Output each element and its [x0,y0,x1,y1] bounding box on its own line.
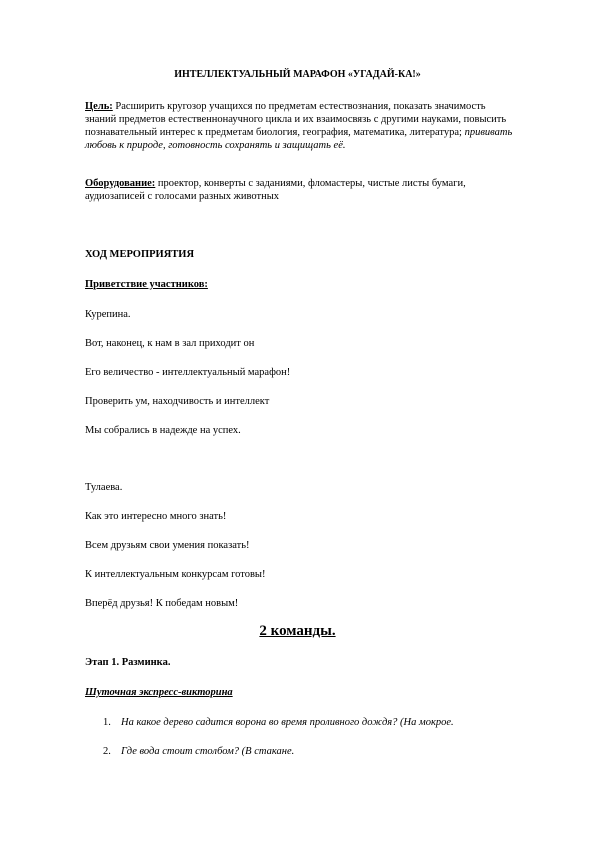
speaker-2: Тулаева. [85,482,123,493]
document-title: ИНТЕЛЛЕКТУАЛЬНЫЙ МАРАФОН «УГАДАЙ-КА!» [174,69,421,80]
verse2-line: К интеллектуальным конкурсам готовы! [85,569,266,580]
verse1-line: Проверить ум, находчивость и интеллект [85,396,270,407]
stage-heading: Этап 1. Разминка. [85,657,171,668]
greeting-heading: Приветствие участников: [85,279,208,290]
question-text: На какое дерево садится ворона во время проливного дождя? (На мокрое. [121,717,454,728]
equipment-paragraph [85,177,515,203]
verse1-line: Его величество - интеллектуальный марафон! [85,367,291,378]
teams-heading: 2 команды. [259,623,336,639]
question-number: 2. [103,746,111,757]
goal-italic-text: прививать любовь к природе, готовность сохранять и защищать её. [85,127,513,151]
verse1-line: Вот, наконец, к нам в зал приходит он [85,338,255,349]
verse2-line: Вперёд друзья! К победам новым! [85,598,239,609]
quiz-title: Шуточная экспресс-викторина [85,687,233,698]
goal-label: Цель: [85,101,113,112]
verse2-line: Всем друзьям свои умения показать! [85,540,250,551]
goal-text: Расширить кругозор учащихся по предметам естествознания, показать значимость знаний предметов естественнонаучного цикла и их взаимосвязь с другими науками, повысить познавательный интерес к предметам биология, география, математика, литература; [85,101,507,138]
speaker-1: Курепина. [85,309,131,320]
question-text: Где вода стоит столбом? (В стакане. [121,746,295,757]
question-number: 1. [103,717,111,728]
section-heading: ХОД МЕРОПРИЯТИЯ [85,249,195,260]
equipment-label: Оборудование: [85,178,156,189]
verse1-line: Мы собрались в надежде на успех. [85,425,241,436]
goal-paragraph [85,100,515,152]
verse2-line: Как это интересно много знать! [85,511,227,522]
equipment-text: проектор, конверты с заданиями, фломастеры, чистые листы бумаги, аудиозаписей с голосами разных животных [85,178,466,202]
